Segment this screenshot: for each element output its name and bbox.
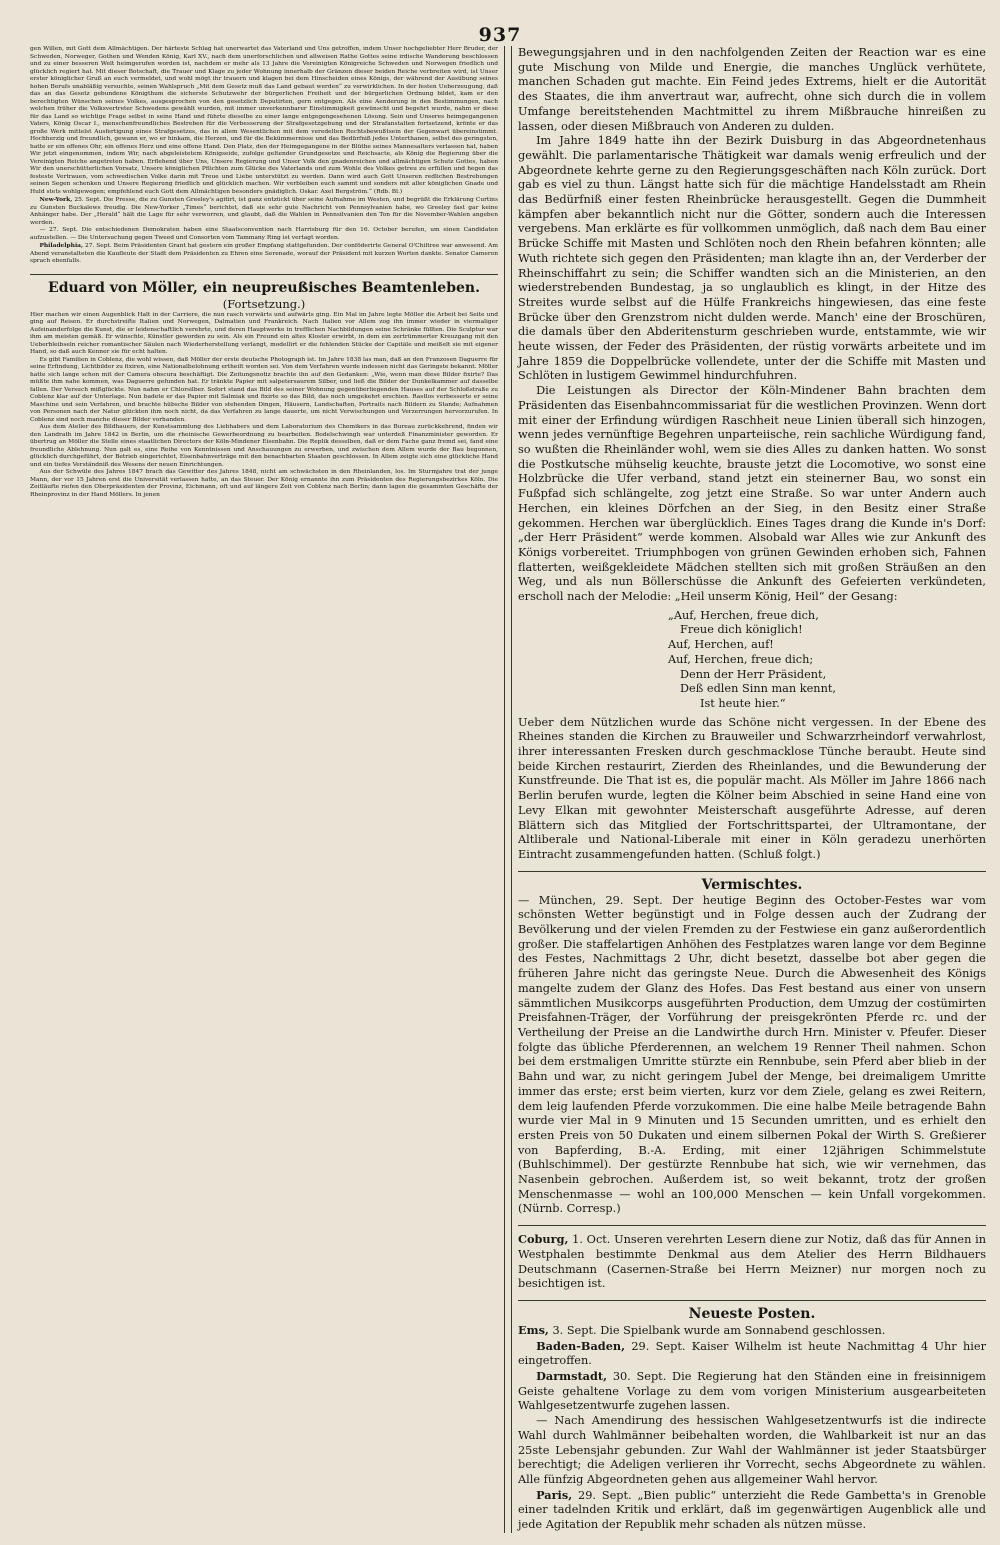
vermischtes-muenchen: — München, 29. Sept. Der heutige Beginn des October-Festes war vom schönsten Wetter begünstigt und in Folge dessen auch der Zudrang der Bevölkerung und der vielen Fremden zu der Festwiese ein ganz außerordentlich großer. Die staffelartigen Anhöhen des Festplatzes waren lange vor dem Beginne des Festes, Nachmittags 2 Uhr, dicht besetzt, dasselbe bot aber gegen die früheren Jahre nicht das geringste Neue. Durch die Abwesenheit des Königs mangelte zudem der Glanz des Hofes. Das Fest bestand aus einer von unsern sämmtlichen Musikcorps ausgeführten Production, dem Umzug der costümirten Preisfahnen-Träger, der Vorführung der preisgekrönten Pferde rc. und der Vertheilung der Preise an die Landwirthe durch Hrn. Minister v. Pfeufer. Dieser folgte das übliche Pferderennen, an welchem 19 Renner Theil nahmen. Schon bei dem erstmaligen Umritte stürzte ein Rennbube, sein Pferd aber blieb in der Bahn und war, zu nicht geringem Jubel der Menge, bei dreimaligem Umritte immer das erste; erst beim vierten, kurz vor dem Ziele, gelang es zwei Reitern, dem leig laufenden Pferde vorzukommen. Die eine halbe Meile betragende Bahn wurde vier Mal in 9 Minuten und 15 Secunden umritten, und es erhielt den ersten Preis von 50 Dukaten und einem silbernen Pokal der Wirth S. Greßierer von Bapferding, B.-A. Erding, mit einer 12jährigen Schimmelstute (Buhlschimmel). Der gestürzte Rennbube hat sich, wie wir vernehmen, das Nasenbein gebrochen. Außerdem ist, so weit bekannt, trotz der großen Menschenmasse — wohl an 100,000 Menschen — kein Unfall vorgekommen. (Nürnb. Corresp.) xyxy=(518,893,986,1216)
feuilleton-cont-2: Im Jahre 1849 hatte ihn der Bezirk Duisburg in das Abgeordnetenhaus gewählt. Die parlamentarische Thätigkeit war damals wenig erfreulich und der Abgeordnete kehrte gerne zu den Regierungsgeschäften nach Köln zurück. Dort gab es viel zu thun. Längst hatte sich für die mächtige Handelsstadt am Rhein das Bedürfniß einer festen Rheinbrücke herausgestellt. Gegen die Dummheit kämpfen aber bekanntlich nicht nur die Götter, sondern auch die Interessen vergebens. Man erklärte es für vollkommen unmöglich, daß nach dem Bau einer Brücke Schiffe mit Masten und Schlöten noch den Rhein befahren könnten; alle Wuth richtete sich gegen den Präsidenten; man klagte ihn an, der Verderber der Rheinschiffahrt zu sein; die Schiffer wandten sich an die Ministerien, an den wiederstrebenden Bundestag, ja so unglaublich es klingt, in der Hitze des Streites wurde selbst auf die Hülfe Frankreichs hingewiesen, das eine feste Brücke über den Grenzstrom nicht dulden werde. Manch' eine der Broschüren, die damals über den Abderitensturm geschrieben wurde, entstammte, wie wir heute wissen, der Feder des Präsidenten, der rüstig vorwärts arbeitete und im Jahre 1859 die Doppelbrücke vollendete, unter der die Schiffe mit Masten und Schlöten in lustigem Gewimmel hindurchfuhren. xyxy=(518,134,986,383)
dateline-philadelphia: Philadelphia, xyxy=(39,242,84,249)
dateline-darmstadt: Darmstadt, xyxy=(536,1369,608,1384)
proclamation-text: gen Willen, mit Gott dem Allmächtigen. Der härteste Schlag hat unerwartet das Vaterland und Uns getroffen, indem Unser hochgeliebter Herr Bruder, der Schweden, Norweger, Gothen und Wenden König, Karl XV., nach dem unerforschlichen und allweisen Rathe Gottes seine irdische Wanderung beschlossen und zu einer besseren Welt heimgerufen worden ist, nachdem er mehr als 13 Jahre die Vereinigten Königreiche Schweden und Norwegen friedlich und glücklich regiert hat. Mit dieser Botschaft, die Trauer und Klage zu jeder Wohnung innerhalb der Gränzen dieser beiden Reiche verbreiten wird, ist Unser erster königlicher Gruß an euch vermeldet, und wohl mögt ihr trauern und klagen bei dem Hinscheiden eines Königs, der während der Ausübung seines hohen Berufs unabläßig versuchte, seinen Wahlspruch „Mit dem Gesetz muß das Land gebaut werden“ zu verwirklichen. In der festen Ueberzeugung, daß das an das Gesetz gebundene Königthum die sicherste Schutzwehr der bürgerlichen Freiheit und der bürgerlichen Ordnung bildet, kam er den berechtigten Wünschen seines Volkes, ausgesprochen von den gesetzlich Deputirten, gern entgegen. Als eine Aenderung in den Bestimmungen, nach welchen früher die Volksvertreter Schwedens gewählt wurden, mit immer unverkennbarer Einstimmigkeit gewünscht und begehrt wurde, nahm er diese für das Land so wichtige Frage selbst in seine Hand und führte dieselbe zu einer lange entgegengesehenen Lösung. Sein und Unseres heimgegangenen Vaters, König Oscar I., menschenfreundliches Bestreben für die Verbesserung der Strafgesetzgebung und der Strafanstalten fortsetzend, krönte er das große Werk mittelst Ausfertigung eines Strafgesetzes, das in allem Wesentlichen mit dem veredelten Rechtsbewußtsein der Gegenwart übereinstimmt. Hochherzig und freundlich, gewann er, wo er hinkam, die Herzen, und für die Bekümmernisse und das Bedürfniß jedes Unterthanen, selbst des geringsten, hatte er ein offenes Ohr, ein offenes Herz und eine offene Hand. Den Platz, den der Heimgegangene in der Blüthe seines Mannesalters verlassen hat, haben Wir jetzt eingenommen, indem Wir, nach abgeleistetem Königseide, zufolge geltender Grundgesetze und Reichsacte, als König die Regierung über die Vereinigten Reiche angetreten haben. Erflehend über Uns, Unsere Regierung und Unser Volk den gnadenreichen und allmächtigen Schutz Gottes, haben Wir den unerschütterlichen Vorsatz, Unsere königlichen Pflichten zum Glücke des Vaterlands und zum Wohle des Volkes getreu zu erfüllen und hegen das festeste Vertrauen, vom schwedischen Volke darin mit Treue und Liebe unterstützt zu werden. Dann wird auch Gott Unseren redlichen Bestrebungen seinen Segen schenken und Unsere Regierung friedlich und glücklich machen. Wir verbleiben euch sammt und sonders mit aller königlichen Gnade und Huld stets wohlgewogen; empfehlend euch Gott dem Allmächtigen besonders gnädiglich. Oskar. Axel Bergström.“ (Rdb. Bl.) xyxy=(30,46,498,195)
neueste-posten-title: Neueste Posten. xyxy=(518,1300,986,1323)
feuilleton-paragraph-2: Es gibt Familien in Coblenz, die wohl wissen, daß Möller der erste deutsche Photograph ist. Im Jahre 1838 las man, daß an den Franzosen Daguerre für seine Erfindung, Lichtbilder zu fixiren, eine Nationalbelohnung ertheilt worden sei. Von dem Verfahren wurde indessen nicht das Geringste bekannt. Möller hatte sich lange schon mit der Camera obscura beschäftigt. Die Zeitungsnotiz brachte ihn auf den Gedanken: „Wie, wenn man diese Bilder fixirte? Das müßte ihm nahe kommen, was Daguerre gefunden hat. Er tränkte Papier mit salpetersaurem Silber, und ließ die Bilder der Dunkelkammer auf dasselbe fallen. Der Versuch mißglückte. Nun nahm er Chlorsilber. Sofort stand das Bild des seiner Wohnung gegenüberliegenden Hauses auf der Schloßstraße zu Coblenz klar auf der Unterlage. Nun badete er das Papier mit Salmiak und fixirte so das Bild, das noch umgekehrt erschien. Rastlos verbesserte er seine Maschine und sein Verfahren, und brachte hübsche Bilder von stehenden Dingen, Häusern, Landschaften, Portraits nach Bildern zu Stande; Aufnahmen von Personen nach der Natur glückten ihm noch nicht, da das Verfahren zu lange dauerte, um nicht Verwischungen und Verzerrungen hervorzurufen. In Coblenz sind noch manche dieser Bilder vorhanden. xyxy=(30,356,498,423)
dateline-paris: Paris, xyxy=(536,1487,573,1502)
dateline-newyork: New-York, xyxy=(39,196,73,203)
poem-line: Freue dich königlich! xyxy=(680,623,803,637)
dateline-coburg: Coburg, xyxy=(518,1232,569,1247)
news-newyork-2: — 27. Sept. Die entschiedenen Demokraten haben eine Staatsconvention nach Harrisburg für den 16. October berufen, um einen Candidaten aufzustellen. — Die Untersuchung gegen Tweed und Consorten vom Tammany Ring ist vertagt worden. xyxy=(30,227,498,241)
dateline-baden: Baden-Baden, xyxy=(536,1338,626,1353)
left-column xyxy=(30,46,505,1533)
news-coburg xyxy=(518,1232,986,1292)
feuilleton-cont-3: Die Leistungen als Director der Köln-Mindener Bahn brachten dem Präsidenten das Eisenbahncommissariat für die westlichen Provinzen. Wenn dort mit einer der Erfindung würdigen Raschheit neue Linien überall sich hinzogen, wenn jedes vernünftige Begehren unparteiische, rein sachliche Würdigung fand, so wußten die Rheinländer wohl, wem sie dies Alles zu danken hatten. Wo sonst die Postkutsche mühselig keuchte, brauste jetzt die Locomotive, wo sonst eine Holzbrücke die Ufer verband, stand jetzt ein steinerner Bau, wo sonst ein Fußpfad sich schlängelte, zog jetzt eine Straße. So war unter Andern auch Herchen, ein kleines Dörfchen an der Sieg, in den Besitz einer Straße gekommen. Herchen war überglücklich. Eines Tages drang die Kunde in's Dorf: „der Herr Präsident“ werde kommen. Alsobald war Alles wie zur Ankunft des Königs vorbereitet. Triumphbogen von grünen Gewinden erhoben sich, Fahnen flatterten, weißgekleidete Mädchen stellten sich mit großen Sträußen an den Weg, und als nun Böllerschüsse die Ankunft des Gefeierten verkündeten, erscholl nach der Melodie: „Heil unserm König, Heil“ der Gesang: xyxy=(518,384,986,604)
poem-line: Auf, Herchen, auf! xyxy=(668,638,774,652)
feuilleton-cont-4: Ueber dem Nützlichen wurde das Schöne nicht vergessen. In der Ebene des Rheines standen die Kirchen zu Brauweiler und Schwarzrheindorf verwahrlost, ihrer interessanten Fresken durch geschmacklose Tünche beraubt. Heute sind beide Kirchen restaurirt, Zierden des Rheinlandes, und die Bewunderung der Kunstfreunde. Die That ist es, die populär macht. Als Möller im Jahre 1866 nach Berlin berufen wurde, legten die Kölner beim Abschied in seine Hand eine von Levy Elkan mit gewohnter Meisterschaft ausgeführte Adresse, auf deren Blättern sich das Mitglied der Fortschrittspartei, der Ultramontane, der Altliberale und National-Liberale mit einer in Köln geradezu unerhörten Eintracht zusammengefunden hatten. (Schluß folgt.) xyxy=(518,715,986,861)
news-baden xyxy=(518,1339,986,1369)
right-column xyxy=(511,46,986,1533)
feuilleton-paragraph-4: Aus der Schwüle des Jahres 1847 brach das Gewitter des Jahres 1848, nicht am schwächsten in den Rheinlanden, los. Im Sturmjahre trat der junge Mann, der vor 15 Jahren erst die Universität verlassen hatte, an das Steuer. Der König ernannte ihn zum Präsidenten des Regierungsbezirkes Köln. Die Zeitläufte riefen den Oberpräsidenten der Provinz, Eichmann, oft und auf längere Zeit von Coblenz nach Berlin; dann lagen die gesammten Geschäfte der Rheinprovinz in der Hand Möllers. In jenen xyxy=(30,469,498,498)
poem-line: Deß edlen Sinn man kennt, xyxy=(680,682,836,696)
philadelphia-text: 27. Sept. Beim Präsidenten Grant hat gestern ein großer Empfang stattgefunden. Der conföderirte General O'Chiltree war anwesend. Am Abend veranstalteten die Kaufleute der Stadt dem Präsidenten zu Ehren eine Serenade, worauf der Präsident mit kurzen Worten dankte. Senator Cameron sprach ebenfalls. xyxy=(30,243,499,264)
paris-text: 29. Sept. „Bien public“ unterzieht die Rede Gambetta's in Grenoble einer tadelnden Kritik und erklärt, daß im gegenwärtigen Augenblick alle und jede Agitation der Republik mehr schaden als nützen müsse. xyxy=(518,1488,986,1532)
poem-line: „Auf, Herchen, freue dich, xyxy=(668,608,819,622)
news-ems xyxy=(518,1323,986,1339)
darmstadt-text: 30. Sept. Die Regierung hat den Ständen eine in freisinnigem Geiste gehaltene Vorlage zu dem vom vorigen Ministerium ausgearbeiteten Wahlgesetzentwurfe zugehen lassen. xyxy=(518,1370,986,1413)
feuilleton-paragraph-1: Hier machen wir einen Augenblick Halt in der Carriere, die nun rasch vorwärts und aufwärts ging. Ein Mal im Jahre legte Möller die Arbeit bei Seite und ging auf Reisen. Er durchstreifte Italien und Norwegen, Dalmatien und Frankreich. Nach Italien vor Allem zog ihn immer wieder in viermaliger Aufeinanderfolge die Kunst, die er leidenschaftlich verehrte, und deren Hauptwerke in trefflichen Nachbildungen seine Schränke füllten. Die Sculptur war ihm am meisten gemäß. Er wünschte, Künstler geworden zu sein. Als ein Freund ein altes Kloster erwirbt, in dem ein zertrümmerter Kreuzgang mit den Ueberbleibseln reicher romantischer Säulen nach Wiederherstellung verlangt, modellirt er die fehlenden Stücke der Capitäle und meißelt sie mit eigener Hand, so daß auch Kenner sie für echt halten. xyxy=(30,311,498,355)
newyork-text: 25. Sept. Die Presse, die zu Gunsten Greeley's agitirt, ist ganz entzückt über seine Aufnahme im Westen, und begrüßt die Erklärung Curtins zu Gunsten Buckalews freudig. Die New-Yorker „Times“ berichtet, daß sie sehr gute Nachricht von Pennsylvanien habe, wo Greeley fast gar keine Anhänger habe. Der „Herald“ hält die Lage für sehr verworren, und glaubt, daß die Wahlen in Pennsilvanien den Ton für die November-Wahlen angeben werden. xyxy=(30,197,498,226)
feuilleton-title: Eduard von Möller, ein neupreußisches Beamtenleben. xyxy=(30,274,498,297)
poem-line: Auf, Herchen, freue dich; xyxy=(668,652,814,666)
baden-text: 29. Sept. Kaiser Wilhelm ist heute Nachmittag 4 Uhr hier eingetroffen. xyxy=(518,1339,987,1368)
dateline-ems: Ems, xyxy=(518,1322,549,1337)
page-number: 937 xyxy=(478,24,522,46)
divider xyxy=(518,1225,986,1226)
feuilleton-cont-1: Bewegungsjahren und in den nachfolgenden Zeiten der Reaction war es eine gute Mischung von Milde und Energie, die manches Unglück verhütete, manchen Schaden gut machte. Ein Feind jedes Extrems, hielt er die Autorität des Staates, die ihm anvertraut war, aufrecht, ohne sich durch die in vollem Umfange bereitstehenden Machtmittel zu ihrem Mißbrauche hinreißen zu lassen, oder diesen Mißbrauch von Anderen zu dulden. xyxy=(518,46,986,133)
news-newyork xyxy=(30,196,498,227)
vermischtes-title: Vermischtes. xyxy=(518,871,986,894)
coburg-text: 1. Oct. Unseren verehrten Lesern diene zur Notiz, daß das für Annen in Westphalen bestimmte Denkmal aus dem Atelier des Herrn Bildhauers Deutschmann (Casernen-Straße bei Herrn Meizner) nur morgen noch zu besichtigen ist. xyxy=(518,1233,986,1291)
poem-line: Ist heute hier.“ xyxy=(700,696,786,710)
news-philadelphia xyxy=(30,242,498,266)
feuilleton-subtitle: (Fortsetzung.) xyxy=(222,296,306,311)
news-paris xyxy=(518,1488,986,1533)
poem-line: Denn der Herr Präsident, xyxy=(680,667,827,681)
news-darmstadt-2: — Nach Amendirung des hessischen Wahlgesetzentwurfs ist die indirecte Wahl durch Wahlmänner beibehalten worden, die Wahlbarkeit ist nur an das 25ste Lebensjahr gebunden. Zur Wahl der Wahlmänner ist jeder Staatsbürger berechtigt; die Adeligen verlieren ihr Vorrecht, sechs Abgeordnete zu wählen. Alle fünfzig Abgeordneten gehen aus allgemeiner Wahl hervor. xyxy=(518,1414,986,1486)
poem xyxy=(668,609,986,712)
columns xyxy=(30,46,986,1533)
news-darmstadt xyxy=(518,1369,986,1414)
feuilleton-paragraph-3: Aus dem Atelier des Bildhauers, der Kunstsammlung des Liebhabers und dem Laboratorium des Chemikers in das Bureau zurückkehrend, finden wir den Landrath im Jahre 1842 in Berlin, um die rheinische Gewerbeordnung zu bearbeiten. Bodelschwingh war unterdeß Finanzminister geworden. Er übertrug an Möller die Stelle eines staatlichen Directors der Köln-Mindener Eisenbahn. Die Replik desselben, daß er dem Fache ganz fremd sei, fand eine freundliche Ablehnung. Nun galt es, eine Reihe von Kenntnissen und Anschauungen zu erwerben, und zwischen dem Allem wurde der Bau begonnen, glücklich durchgeführt, der Betrieb eingerichtet, Eisenbahnverträge mit den benachbarten Staaten geschlossen. In Allem zeigte sich eine glückliche Hand und ein tiefes Verständniß des Wesens der neuen Einrichtungen. xyxy=(30,424,498,468)
ems-text: 3. Sept. Die Spielbank wurde am Sonnabend geschlossen. xyxy=(552,1323,886,1337)
